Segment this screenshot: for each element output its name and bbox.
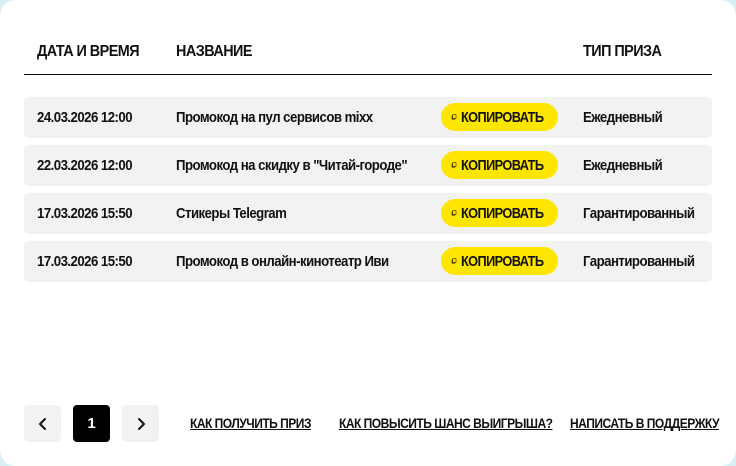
row-prize-type: Гарантированный [583,205,695,222]
header-name: НАЗВАНИЕ [176,43,252,60]
chevron-left-icon [37,417,49,431]
row-prize-type: Ежедневный [583,157,663,174]
row-date: 17.03.2026 15:50 [37,253,133,270]
copy-button-label: КОПИРОВАТЬ [461,252,544,270]
row-name: Стикеры Telegram [176,205,287,222]
row-prize-type: Гарантированный [583,253,695,270]
how-to-get-prize-link[interactable]: КАК ПОЛУЧИТЬ ПРИЗ [190,415,311,431]
copy-button-label: КОПИРОВАТЬ [461,156,544,174]
table-row [24,241,712,282]
prev-page-button[interactable] [24,405,61,442]
header-prize-type: ТИП ПРИЗА [583,43,662,60]
row-date: 22.03.2026 12:00 [37,157,133,174]
row-name: Промокод в онлайн-кинотеатр Иви [176,253,389,270]
copy-icon [451,156,457,174]
current-page-button[interactable]: 1 [73,405,110,442]
row-date: 17.03.2026 15:50 [37,205,133,222]
support-link[interactable]: НАПИСАТЬ В ПОДДЕРЖКУ [570,415,720,431]
row-prize-type: Ежедневный [583,109,663,126]
copy-button[interactable] [441,199,558,227]
row-name: Промокод на скидку в "Читай-городе" [176,157,408,174]
row-name: Промокод на пул сервисов mixx [176,109,373,126]
increase-chance-link[interactable]: КАК ПОВЫСИТЬ ШАНС ВЫИГРЫША? [339,415,553,431]
table-row [24,193,712,234]
header-date: ДАТА И ВРЕМЯ [37,43,140,60]
table-header [24,36,712,75]
copy-icon [451,252,457,270]
chevron-right-icon [135,417,147,431]
copy-icon [451,204,457,222]
row-date: 24.03.2026 12:00 [37,109,133,126]
copy-button[interactable] [441,247,558,275]
copy-icon [451,108,457,126]
next-page-button[interactable] [122,405,159,442]
copy-button-label: КОПИРОВАТЬ [461,204,544,222]
prize-list [24,97,712,289]
copy-button[interactable] [441,151,558,179]
copy-button[interactable] [441,103,558,131]
copy-button-label: КОПИРОВАТЬ [461,108,544,126]
table-row [24,97,712,138]
table-row [24,145,712,186]
